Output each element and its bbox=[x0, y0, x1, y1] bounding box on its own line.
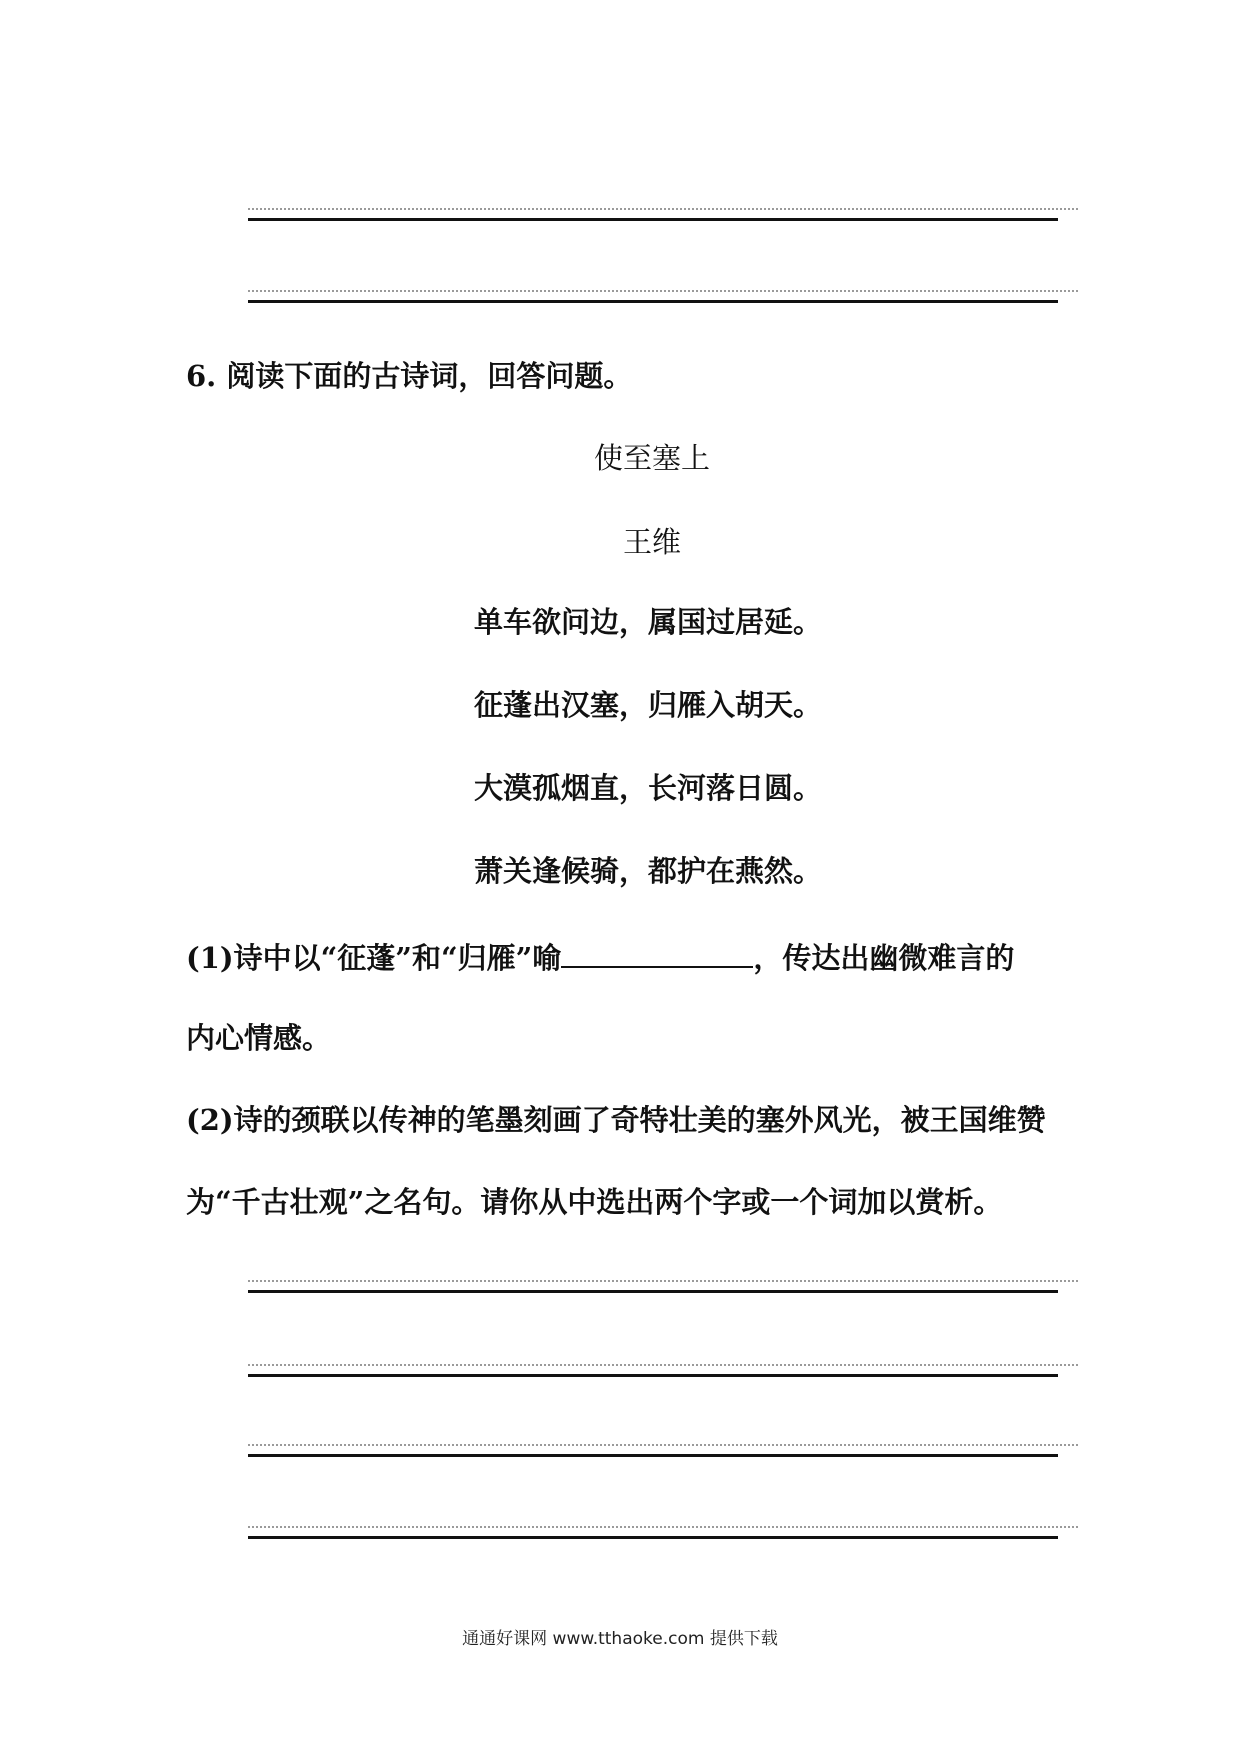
poem-author: 王维 bbox=[622, 525, 681, 559]
sub-question-2-line-2: 为“千古壮观”之名句。请你从中选出两个字或一个词加以赏析。 bbox=[186, 1185, 1003, 1219]
sub-question-1-text-cont: ，传达出幽微难言的 bbox=[753, 941, 1015, 975]
answer-line-bottom-4[interactable] bbox=[248, 1536, 1058, 1539]
poem-line: 单车欲问边，属国过居延。 bbox=[474, 605, 823, 639]
page-footer: 通通好课网 www.tthaoke.com 提供下载 bbox=[462, 1629, 778, 1649]
poem-line: 萧关逢候骑，都护在燕然。 bbox=[474, 854, 823, 888]
answer-line-top-2[interactable] bbox=[248, 300, 1058, 303]
poem-line: 大漠孤烟直，长河落日圆。 bbox=[474, 771, 823, 805]
sub-question-1-line-2: 内心情感。 bbox=[186, 1021, 332, 1055]
fill-in-blank[interactable] bbox=[561, 938, 753, 968]
answer-line-bottom-3[interactable] bbox=[248, 1454, 1058, 1457]
sub-question-1-text: (1)诗中以“征蓬”和“归雁”喻 bbox=[186, 941, 562, 975]
answer-line-bottom-2[interactable] bbox=[248, 1374, 1058, 1377]
answer-line-top-1[interactable] bbox=[248, 218, 1058, 221]
answer-line-bottom-1[interactable] bbox=[248, 1290, 1058, 1293]
poem-line: 征蓬出汉塞，归雁入胡天。 bbox=[474, 688, 823, 722]
sub-question-1-line-1 bbox=[186, 938, 1014, 976]
sub-question-2-line-1: (2)诗的颈联以传神的笔墨刻画了奇特壮美的塞外风光，被王国维赞 bbox=[186, 1103, 1046, 1137]
question-heading: 6. 阅读下面的古诗词，回答问题。 bbox=[186, 359, 633, 393]
poem-title: 使至塞上 bbox=[593, 441, 710, 475]
